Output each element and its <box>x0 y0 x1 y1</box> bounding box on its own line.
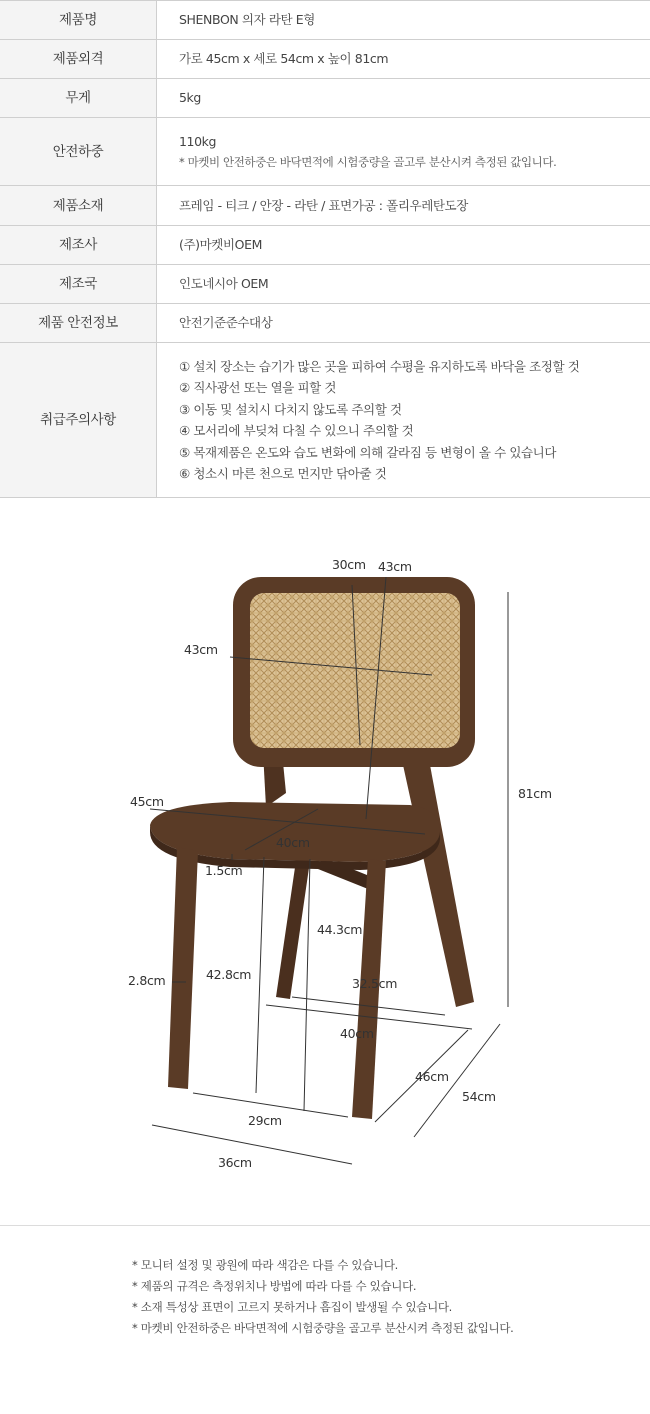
chair-drawing <box>0 497 650 1225</box>
spec-value: 5kg <box>157 79 650 118</box>
dim-total-height: 81cm <box>518 786 552 801</box>
dim-seat-thickness: 1.5cm <box>205 863 243 878</box>
rear-leg-right <box>403 765 474 1007</box>
spec-label: 제품외격 <box>0 40 157 79</box>
care-item: ⑥ 청소시 마른 천으로 먼지만 닦아줄 것 <box>179 466 387 481</box>
spec-row-weight <box>0 79 650 118</box>
spec-label: 취급주의사항 <box>0 343 157 498</box>
care-item: ③ 이동 및 설치시 다치지 않도록 주의할 것 <box>179 401 402 417</box>
care-item: ⑤ 목재제품은 온도와 습도 변화에 의해 갈라짐 등 변형이 올 수 있습니다 <box>179 444 557 460</box>
spec-row-safety <box>0 304 650 343</box>
care-item: ② 직사광선 또는 열을 피할 것 <box>179 380 337 395</box>
spec-row-country <box>0 265 650 304</box>
spec-row-material <box>0 186 650 226</box>
dim-seat-width: 45cm <box>130 794 164 809</box>
dim-rear-width: 40cm <box>340 1026 374 1041</box>
spec-table <box>0 0 650 498</box>
care-item: ① 설치 장소는 습기가 많은 곳을 피하여 수평을 유지하도록 바닥을 조정할 것 <box>179 358 580 374</box>
spec-row-load <box>0 118 650 186</box>
spec-value: 인도네시아 OEM <box>157 265 650 304</box>
dim-total-depth: 54cm <box>462 1089 496 1104</box>
spec-label: 제조국 <box>0 265 157 304</box>
spec-row-maker <box>0 226 650 265</box>
dim-front-span: 29cm <box>248 1113 282 1128</box>
spec-row-care <box>0 343 650 498</box>
rattan-panel <box>250 593 460 748</box>
care-list <box>157 343 650 498</box>
rear-leg-left <box>276 847 312 999</box>
spec-label: 제조사 <box>0 226 157 265</box>
spec-label: 제품명 <box>0 1 157 40</box>
dim-rear-span: 32.5cm <box>352 976 398 991</box>
spec-value: 가로 45cm x 세로 54cm x 높이 81cm <box>157 40 650 79</box>
dim-back-depth: 43cm <box>378 559 412 574</box>
spec-row-name <box>0 1 650 40</box>
dim-leg-thickness: 2.8cm <box>128 973 166 988</box>
spec-note: * 마켓비 안전하중은 바닥면적에 시험중량을 골고루 분산시켜 측정된 값입니다. <box>179 154 557 169</box>
spec-label: 제품소재 <box>0 186 157 226</box>
spec-value: 프레임 - 티크 / 안장 - 라탄 / 표면가공 : 폴리우레탄도장 <box>157 186 650 226</box>
dim-back-height: 43cm <box>184 642 218 657</box>
spec-value: 안전기준준수대상 <box>157 304 650 343</box>
dim-base-depth: 46cm <box>415 1069 449 1084</box>
spec-value: 110kg <box>179 133 217 149</box>
footnotes <box>132 1255 632 1339</box>
dim-back-width: 30cm <box>332 557 366 572</box>
footnote: * 모니터 설정 및 광원에 따라 색감은 다를 수 있습니다. <box>132 1258 398 1272</box>
spec-value: (주)마켓비OEM <box>157 226 650 265</box>
care-item: ④ 모서리에 부딪쳐 다칠 수 있으니 주의할 것 <box>179 423 414 438</box>
footnote: * 소재 특성상 표면이 고르지 못하거나 흠집이 발생될 수 있습니다. <box>132 1300 453 1314</box>
front-leg-left <box>168 847 198 1089</box>
footnote: * 마켓비 안전하중은 바닥면적에 시험중량을 골고루 분산시켜 측정된 값입니다. <box>132 1321 514 1335</box>
spec-label: 안전하중 <box>0 118 157 186</box>
chair-dimension-diagram <box>0 497 650 1226</box>
footnote: * 제품의 규격은 측정위치나 방법에 따라 다를 수 있습니다. <box>132 1279 417 1293</box>
spec-label: 무게 <box>0 79 157 118</box>
spec-row-size <box>0 40 650 79</box>
dim-seat-depth: 40cm <box>276 835 310 850</box>
spec-value: SHENBON 의자 라탄 E형 <box>157 1 650 40</box>
dim-seat-height: 42.8cm <box>206 967 252 982</box>
dim-rear-leg-height: 44.3cm <box>317 922 363 937</box>
spec-value-cell <box>157 118 650 186</box>
dim-base-width: 36cm <box>218 1155 252 1170</box>
spec-label: 제품 안전정보 <box>0 304 157 343</box>
